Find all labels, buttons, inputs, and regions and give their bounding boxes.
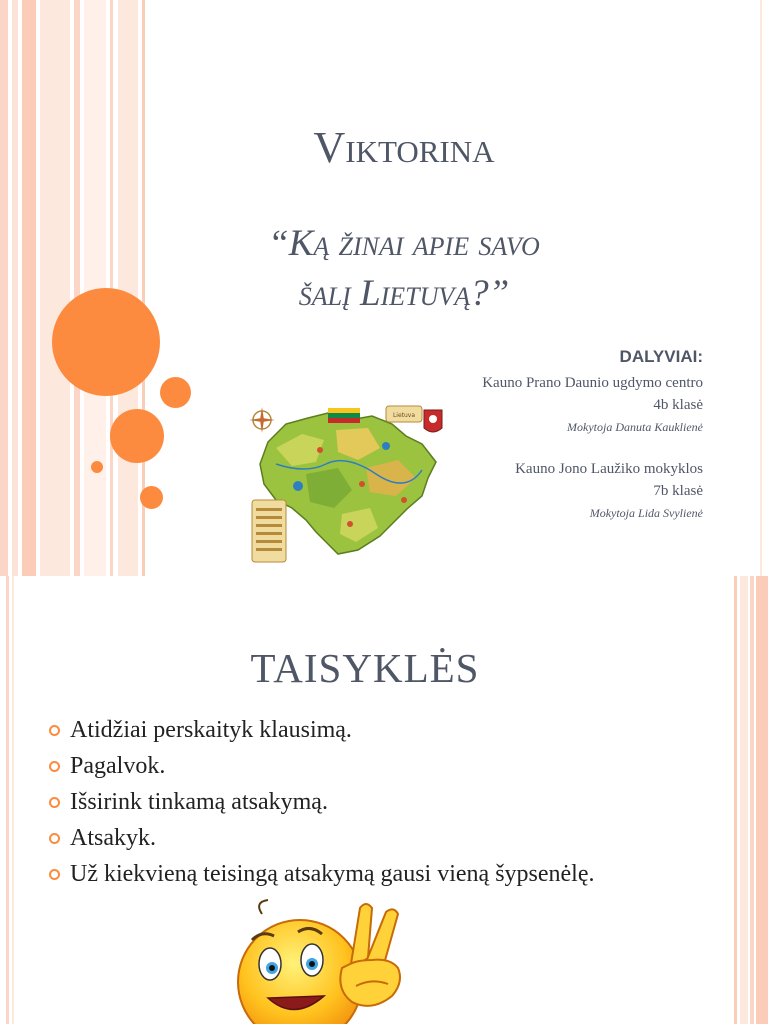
decor-stripe — [734, 576, 737, 1024]
lithuania-flag-icon — [328, 408, 360, 423]
list-item: Atsakyk. — [46, 820, 646, 856]
group1-school: Kauno Prano Daunio ugdymo centro — [482, 375, 703, 391]
decor-stripe — [118, 0, 138, 576]
participants-block — [482, 345, 703, 524]
bullet-icon — [49, 869, 60, 880]
svg-text:Lietuva: Lietuva — [392, 412, 416, 419]
decor-circle — [160, 377, 191, 408]
quiz-subtitle-line1: “Ką žinai apie savo — [268, 223, 540, 264]
bullet-icon — [49, 797, 60, 808]
group1-teacher: Mokytoja Danuta Kauklienė — [567, 420, 703, 434]
decor-stripe — [756, 576, 768, 1024]
list-item: Už kiekvieną teisingą atsakymą gausi vieną šypsenėlę. — [46, 856, 646, 892]
list-item: Pagalvok. — [46, 748, 646, 784]
group1-class: 4b klasė — [653, 397, 703, 413]
decor-circle — [52, 288, 160, 396]
decor-stripe — [40, 0, 70, 576]
lithuania-map-image — [246, 404, 446, 564]
quiz-title: Viktorina — [313, 123, 495, 172]
list-item: Atidžiai perskaityk klausimą. — [46, 712, 646, 748]
list-item: Išsirink tinkamą atsakymą. — [46, 784, 646, 820]
decor-stripe — [74, 0, 80, 576]
bullet-icon — [49, 833, 60, 844]
decor-circle — [140, 486, 163, 509]
decor-circle — [91, 461, 103, 473]
group2-teacher: Mokytoja Lida Svylienė — [589, 506, 703, 520]
decor-stripe — [22, 0, 36, 576]
map-legend-scroll — [252, 500, 286, 562]
decor-stripe — [750, 576, 754, 1024]
decor-stripe — [12, 0, 18, 576]
rules-list — [46, 712, 646, 892]
smiley-peace-icon — [232, 898, 416, 1024]
group2-school: Kauno Jono Laužiko mokyklos — [515, 461, 703, 477]
decor-stripe — [760, 0, 762, 576]
decor-stripe — [740, 576, 748, 1024]
bullet-icon — [49, 725, 60, 736]
decor-circle — [110, 409, 164, 463]
quiz-subtitle-line2: šalį Lietuvą?” — [298, 273, 510, 314]
rules-title: TAISYKLĖS — [250, 645, 480, 691]
slide-rules — [0, 576, 768, 1024]
participants-heading: DALYVIAI: — [619, 347, 703, 366]
group2-class: 7b klasė — [653, 483, 703, 499]
bullet-icon — [49, 761, 60, 772]
coat-of-arms-icon — [424, 410, 442, 432]
decor-stripe — [0, 0, 8, 576]
